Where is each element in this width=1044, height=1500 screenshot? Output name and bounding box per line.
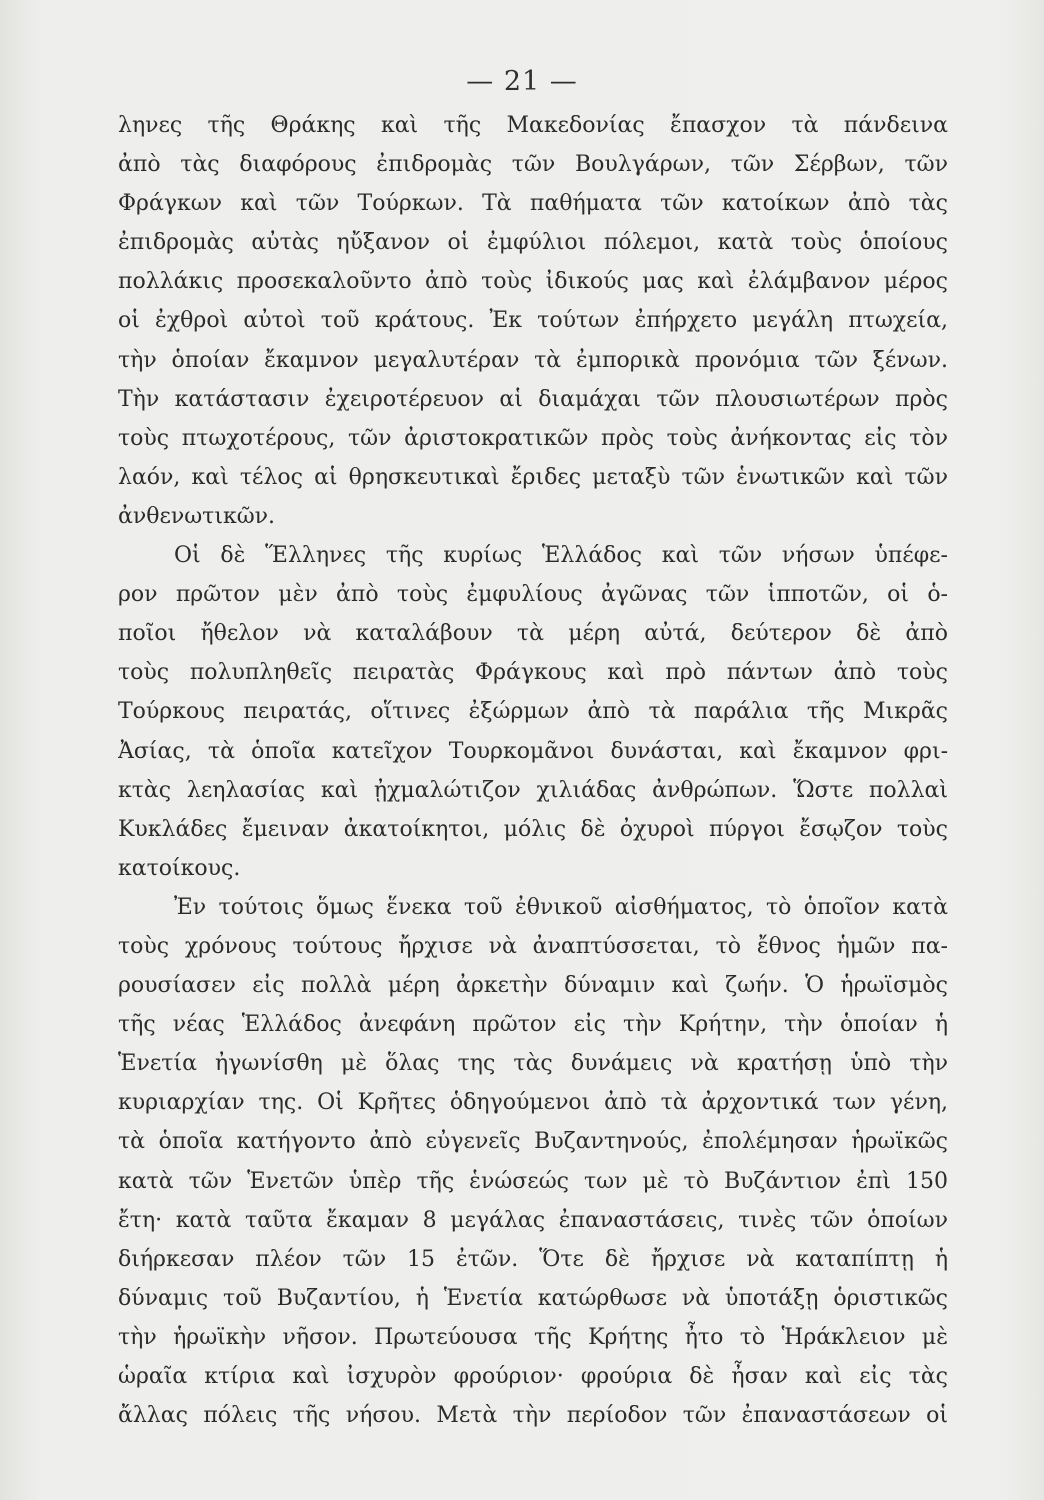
- text-line: κατὰ τῶν Ἑνετῶν ὑπὲρ τῆς ἑνώσεώς των μὲ τὸ Βυζάντιον ἐπὶ 150: [118, 1168, 948, 1194]
- text-line: τὴν ὁποίαν ἔκαμνον μεγαλυτέραν τὰ ἐμπορικὰ προνόμια τῶν ξένων.: [118, 347, 948, 373]
- text-line: ἀπὸ τὰς διαφόρους ἐπιδρομὰς τῶν Βουλγάρων, τῶν Σέρβων, τῶν: [118, 152, 948, 178]
- text-line: δύναμις τοῦ Βυζαντίου, ἡ Ἑνετία κατώρθωσε νὰ ὑποτάξῃ ὁριστικῶς: [118, 1285, 948, 1311]
- text-line: Τούρκους πειρατάς, οἵτινες ἐξώρμων ἀπὸ τὰ παράλια τῆς Μικρᾶς: [118, 699, 948, 725]
- text-line: Ἀσίας, τὰ ὁποῖα κατεῖχον Τουρκομᾶνοι δυνάσται, καὶ ἔκαμνον φρι-: [118, 738, 948, 764]
- text-line: ληνες τῆς Θράκης καὶ τῆς Μακεδονίας ἔπασχον τὰ πάνδεινα: [118, 113, 948, 138]
- text-line: Τὴν κατάστασιν ἐχειροτέρευον αἱ διαμάχαι τῶν πλουσιωτέρων πρὸς: [118, 386, 948, 412]
- text-line: οἱ ἐχθροὶ αὐτοὶ τοῦ κράτους. Ἐκ τούτων ἐπήρχετο μεγάλη πτωχεία,: [118, 308, 948, 334]
- text-line: πολλάκις προσεκαλοῦντο ἀπὸ τοὺς ἰδικούς μας καὶ ἐλάμβανον μέρος: [118, 269, 948, 295]
- page-number: — 21 —: [466, 66, 578, 97]
- text-line: ὡραῖα κτίρια καὶ ἰσχυρὸν φρούριον· φρούρια δὲ ἦσαν καὶ εἰς τὰς: [118, 1364, 948, 1389]
- text-line: τοὺς πολυπληθεῖς πειρατὰς Φράγκους καὶ πρὸ πάντων ἀπὸ τοὺς: [118, 660, 948, 686]
- text-line: κυριαρχίαν της. Οἱ Κρῆτες ὁδηγούμενοι ἀπὸ τὰ ἀρχοντικά των γένη,: [118, 1090, 948, 1116]
- text-line: Οἱ δὲ Ἕλληνες τῆς κυρίως Ἑλλάδος καὶ τῶν νήσων ὑπέφε-: [174, 543, 948, 569]
- text-line: τὰ ὁποῖα κατήγοντο ἀπὸ εὐγενεῖς Βυζαντηνούς, ἐπολέμησαν ἡρωϊκῶς: [118, 1129, 948, 1155]
- text-line: ρον πρῶτον μὲν ἀπὸ τοὺς ἐμφυλίους ἀγῶνας τῶν ἱπποτῶν, οἱ ὁ-: [118, 582, 948, 608]
- text-line: Φράγκων καὶ τῶν Τούρκων. Τὰ παθήματα τῶν κατοίκων ἀπὸ τὰς: [118, 191, 948, 217]
- text-line: ἔτη· κατὰ ταῦτα ἔκαμαν 8 μεγάλας ἐπαναστάσεις, τινὲς τῶν ὁποίων: [118, 1207, 948, 1233]
- text-line: Ἐν τούτοις ὅμως ἕνεκα τοῦ ἐθνικοῦ αἰσθήματος, τὸ ὁποῖον κατὰ: [174, 894, 948, 920]
- page-text: [118, 106, 948, 1435]
- text-line: τῆς νέας Ἑλλάδος ἀνεφάνη πρῶτον εἰς τὴν Κρήτην, τὴν ὁποίαν ἡ: [118, 1012, 948, 1038]
- text-line: Ἑνετία ἠγωνίσθη μὲ ὅλας της τὰς δυνάμεις νὰ κρατήσῃ ὑπὸ τὴν: [118, 1051, 948, 1077]
- text-line: τὴν ἡρωϊκὴν νῆσον. Πρωτεύουσα τῆς Κρήτης ἦτο τὸ Ἡράκλειον μὲ: [118, 1324, 948, 1350]
- text-line: λαόν, καὶ τέλος αἱ θρησκευτικαὶ ἔριδες μεταξὺ τῶν ἑνωτικῶν καὶ τῶν: [118, 464, 948, 490]
- text-line: Κυκλάδες ἔμειναν ἀκατοίκητοι, μόλις δὲ ὀχυροὶ πύργοι ἔσῳζον τοὺς: [118, 816, 948, 842]
- text-line: ἐπιδρομὰς αὐτὰς ηὔξανον οἱ ἐμφύλιοι πόλεμοι, κατὰ τοὺς ὁποίους: [118, 230, 948, 256]
- text-line: τοὺς χρόνους τούτους ἤρχισε νὰ ἀναπτύσσεται, τὸ ἔθνος ἡμῶν πα-: [118, 933, 948, 959]
- text-line: ρουσίασεν εἰς πολλὰ μέρη ἀρκετὴν δύναμιν καὶ ζωήν. Ὁ ἡρωϊσμὸς: [118, 973, 948, 999]
- text-line: ἄλλας πόλεις τῆς νήσου. Μετὰ τὴν περίοδον τῶν ἐπαναστάσεων οἱ: [118, 1403, 948, 1429]
- text-line: κτὰς λεηλασίας καὶ ᾐχμαλώτιζον χιλιάδας ἀνθρώπων. Ὥστε πολλαὶ: [118, 777, 948, 803]
- text-line: ποῖοι ἤθελον νὰ καταλάβουν τὰ μέρη αὐτά, δεύτερον δὲ ἀπὸ: [118, 621, 948, 647]
- text-line: ἀνθενωτικῶν.: [118, 503, 276, 529]
- text-line: διήρκεσαν πλέον τῶν 15 ἐτῶν. Ὅτε δὲ ἤρχισε νὰ καταπίπτῃ ἡ: [118, 1246, 948, 1272]
- text-line: τοὺς πτωχοτέρους, τῶν ἀριστοκρατικῶν πρὸς τοὺς ἀνήκοντας εἰς τὸν: [118, 425, 948, 451]
- text-line: κατοίκους.: [118, 855, 241, 881]
